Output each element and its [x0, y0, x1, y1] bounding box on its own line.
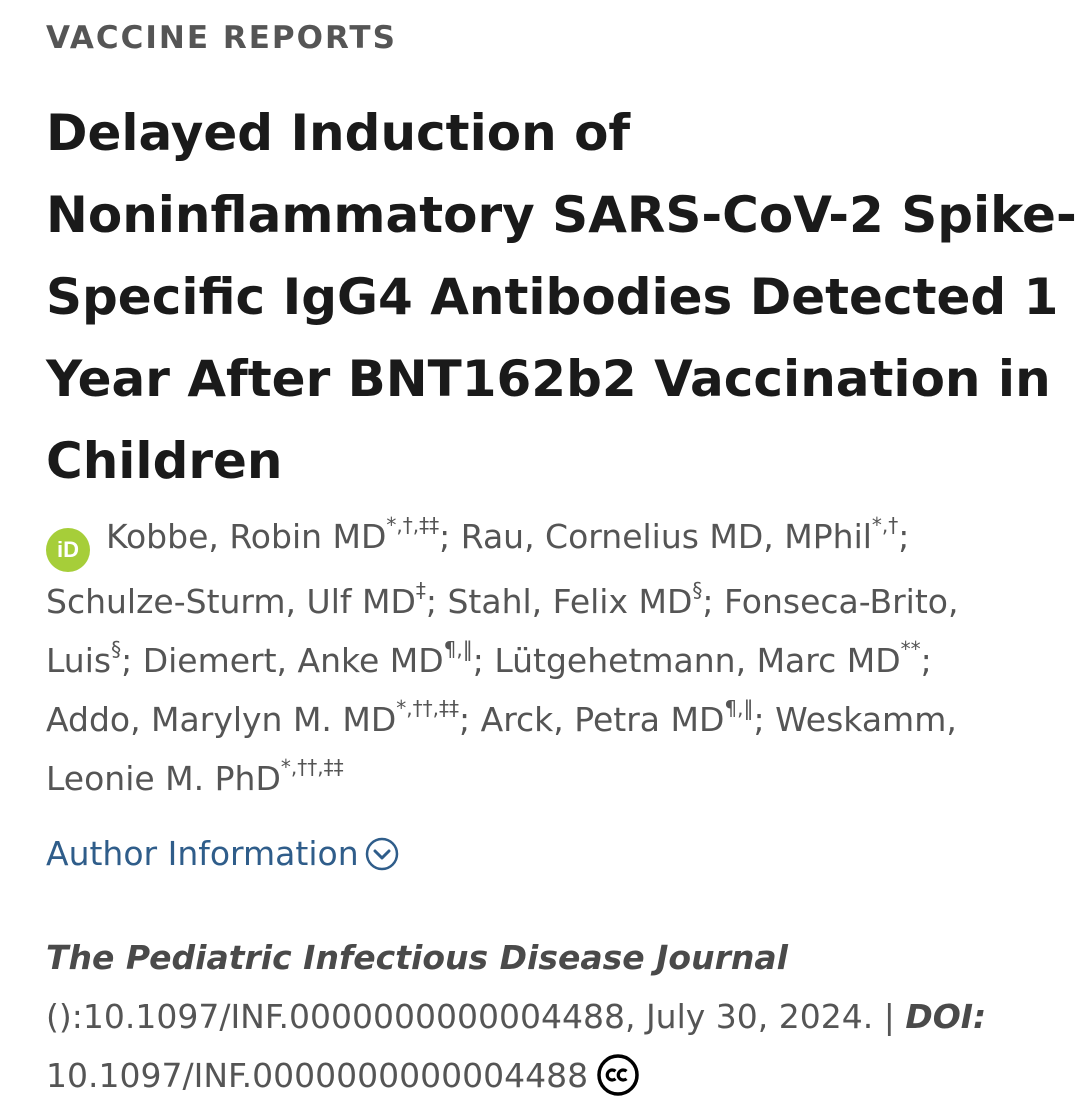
author-affiliation-marks: *,††,‡‡ — [396, 696, 460, 720]
author-name[interactable]: Lütgehetmann, Marc MD — [494, 641, 901, 680]
author-name[interactable]: Fonseca-Brito, — [723, 582, 959, 621]
author-affiliation-marks: ‡ — [415, 578, 426, 602]
title-line: Year After BNT162b2 Vaccination in — [46, 350, 1051, 408]
citation-issue-date: ():10.1097/INF.0000000000004488, July 30, 2024. | — [46, 997, 906, 1036]
citation-details — [46, 987, 1046, 1046]
author-list — [46, 507, 1046, 808]
doi-value[interactable]: 10.1097/INF.0000000000004488 — [46, 1056, 589, 1095]
journal-name[interactable]: The Pediatric Infectious Disease Journal — [46, 938, 788, 977]
author-affiliation-marks: *,† — [871, 513, 899, 537]
author-affiliation-marks: *,††,‡‡ — [280, 755, 344, 779]
author-information-label: Author Information — [46, 834, 359, 873]
doi-label: DOI: — [905, 997, 987, 1036]
author-name[interactable]: Kobbe, Robin MD — [106, 517, 387, 556]
title-line: Children — [46, 432, 283, 490]
author-line: Schulze-Sturm, Ulf MD‡; Stahl, Felix MD§; Fonseca-Brito, — [46, 578, 959, 621]
article-title — [46, 92, 1077, 502]
author-affiliation-marks: § — [111, 637, 122, 661]
author-line: Addo, Marylyn M. MD*,††,‡‡; Arck, Petra MD¶,‖; Weskamm, — [46, 696, 957, 739]
author-affiliation-marks: ** — [900, 637, 921, 661]
author-affiliation-marks: § — [692, 578, 703, 602]
author-line — [46, 749, 1046, 808]
author-affiliation-marks: *,†,‡‡ — [386, 513, 440, 537]
author-line: iD Kobbe, Robin MD*,†,‡‡; Rau, Cornelius MD, MPhil*,†; — [46, 507, 1046, 572]
author-name[interactable]: Arck, Petra MD — [480, 700, 725, 739]
author-name[interactable]: Diemert, Anke MD — [142, 641, 444, 680]
author-name[interactable]: Stahl, Felix MD — [447, 582, 693, 621]
chevron-down-icon — [365, 837, 399, 871]
author-name[interactable]: Schulze-Sturm, Ulf MD — [46, 582, 416, 621]
author-name[interactable]: Rau, Cornelius MD, MPhil — [460, 517, 872, 556]
author-name[interactable]: Weskamm, — [775, 700, 957, 739]
title-line: Specific IgG4 Antibodies Detected 1 — [46, 268, 1059, 326]
author-name[interactable]: Luis — [46, 641, 112, 680]
creative-commons-icon[interactable] — [596, 1053, 640, 1097]
author-name[interactable]: Leonie M. PhD — [46, 759, 281, 798]
doi-line — [46, 1046, 1046, 1105]
author-name[interactable]: Addo, Marylyn M. MD — [46, 700, 397, 739]
orcid-icon[interactable]: iD — [46, 528, 90, 572]
author-line: Luis§; Diemert, Anke MD¶,‖; Lütgehetmann, Marc MD**; — [46, 637, 932, 680]
author-affiliation-marks: ¶,‖ — [443, 637, 473, 661]
section-label[interactable]: VACCINE REPORTS — [46, 20, 397, 56]
title-line: Noninflammatory SARS-CoV-2 Spike- — [46, 186, 1077, 244]
citation-block — [46, 928, 1046, 1105]
author-affiliation-marks: ¶,‖ — [724, 696, 754, 720]
title-line: Delayed Induction of — [46, 104, 631, 162]
author-information-toggle[interactable] — [46, 834, 399, 873]
